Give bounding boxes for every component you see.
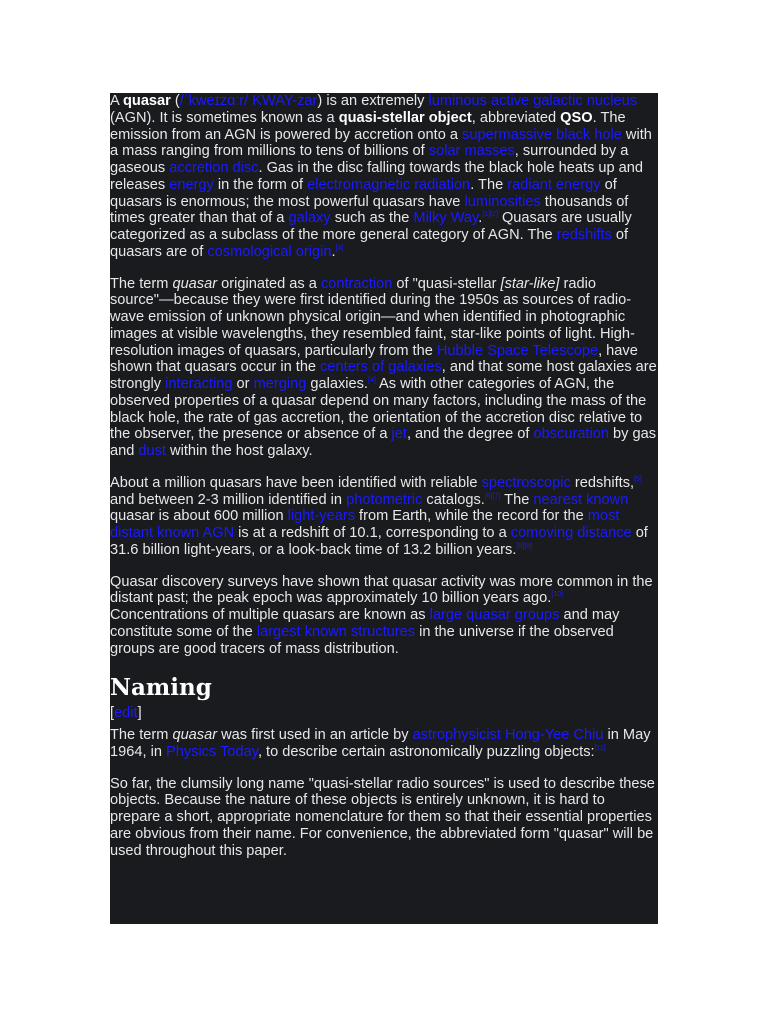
italic-star-like: [star-like] (500, 275, 560, 292)
edit-link[interactable]: edit (114, 705, 138, 722)
link-contraction[interactable]: contraction (320, 275, 393, 292)
link-energy[interactable]: energy (169, 176, 214, 193)
link-electromagnetic-radiation[interactable]: electromagnetic radiation (307, 176, 471, 193)
link-nearest-known[interactable]: nearest known (533, 491, 629, 508)
text: in the universe if the observed groups are good tracers of mass distribution. (110, 623, 614, 657)
text: is at a redshift of 10.1, corresponding to a (234, 525, 511, 541)
citation-8-9[interactable]: [8][9] (516, 542, 532, 550)
article-content (110, 93, 658, 924)
text: of quasars are of (110, 227, 629, 260)
text: such as the (330, 210, 414, 227)
text: , and that some host galaxies are strongly (110, 359, 657, 392)
link-hong-yee-chiu[interactable]: astrophysicist Hong-Yee Chiu (412, 727, 604, 743)
text: . (331, 243, 336, 260)
link-centers-of-galaxies[interactable]: centers of galaxies (320, 359, 442, 376)
text: , to describe certain astronomically puzzling objects: (257, 743, 595, 760)
citation-1-2[interactable]: [1][2] (482, 211, 498, 219)
text: and between 2-3 million identified in (110, 491, 347, 508)
italic-term-quasar: quasar (172, 727, 218, 743)
link-light-years[interactable]: light-years (287, 508, 355, 525)
text: . (478, 210, 483, 227)
text: , have shown that quasars occur in the (110, 342, 638, 376)
text: catalogs. (422, 491, 485, 508)
link-radiant-energy[interactable]: radiant energy (507, 176, 601, 193)
text: The (500, 491, 534, 508)
text: in May 1964, in (110, 727, 651, 760)
text: or (232, 376, 254, 392)
bold-term-qso-full: quasi-stellar object (338, 109, 472, 126)
link-accretion-disc[interactable]: accretion disc (169, 160, 259, 176)
text: quasar is about 600 million (110, 508, 288, 525)
text: , surrounded by a gaseous (110, 143, 629, 176)
link-hubble-space-telescope[interactable]: Hubble Space Telescope (436, 342, 599, 359)
naming-paragraph (110, 727, 658, 761)
link-large-quasar-groups[interactable]: large quasar groups (429, 607, 560, 623)
link-luminous-agn[interactable]: luminous active galactic nucleus (428, 93, 638, 109)
bracket-close: ] (137, 705, 142, 722)
text: redshifts, (570, 474, 635, 491)
link-solar-masses[interactable]: solar masses (428, 143, 515, 160)
text: of "quasi-stellar (392, 275, 501, 292)
citation-4[interactable]: [4] (367, 377, 376, 385)
section-heading-naming: Naming (110, 674, 212, 702)
text: , abbreviated (471, 109, 561, 126)
text: , and the degree of (406, 426, 534, 443)
italic-term-quasar: quasar (172, 275, 218, 292)
link-milky-way[interactable]: Milky Way (413, 210, 479, 227)
text: by gas and (110, 426, 657, 459)
text: . Gas in the disc falling towards the black hole heats up and releases (110, 160, 644, 193)
origin-paragraph (110, 276, 658, 460)
text: A (110, 93, 123, 109)
text: thousands of times greater than that of a (110, 193, 629, 227)
link-largest-structures[interactable]: largest known structures (256, 623, 416, 640)
bold-term-qso: QSO (560, 109, 593, 126)
text: in the form of (213, 176, 308, 193)
text: of quasars is enormous; the most powerful quasars have (110, 176, 617, 210)
text: of 31.6 billion light-years, or a look-back time of 13.2 billion years. (110, 525, 648, 558)
quote-paragraph: So far, the clumsily long name "quasi-stellar radio sources" is used to describe these objects. Because the nature of these objects is entirely unknown, it is hard to prepare a short, appropriate nomenclature for them so that their essential properties are obvious from their name. For convenience, the abbreviated form "quasar" will be used throughout this paper. (110, 775, 655, 859)
text: Quasar discovery surveys have shown that quasar activity was more common in the distant past; the peak epoch was approximately 10 billion years ago. (110, 573, 653, 607)
text: (AGN). It is sometimes known as a (110, 109, 339, 126)
pronunciation-link[interactable]: /ˈkweɪzɑːr/ KWAY-zar (179, 93, 318, 109)
count-paragraph (110, 475, 658, 559)
link-interacting[interactable]: interacting (165, 376, 233, 392)
link-redshifts[interactable]: redshifts (556, 227, 612, 243)
text: About a million quasars have been identified with reliable (110, 474, 482, 491)
citation-3[interactable]: [3] (335, 244, 344, 252)
link-cosmological-origin[interactable]: cosmological origin (207, 243, 332, 260)
text: galaxies. (306, 376, 368, 392)
text: ) is an extremely (317, 93, 429, 109)
text: and may constitute some of the (110, 607, 620, 640)
text: As with other categories of AGN, the observed properties of a quasar depend on many factors, including the mass of the black hole, the rate of gas accretion, the orientation of the accretion disc relative to the observer, the presence or absence of a (110, 376, 647, 443)
text: . The emission from an AGN is powered by accretion onto a (110, 109, 626, 143)
citation-10[interactable]: [10] (551, 591, 564, 599)
link-jet[interactable]: jet (391, 426, 407, 443)
link-merging[interactable]: merging (253, 376, 307, 392)
link-comoving-distance[interactable]: comoving distance (510, 525, 632, 541)
link-galaxy[interactable]: galaxy (288, 210, 331, 227)
text: was first used in an article by (217, 727, 413, 743)
link-obscuration[interactable]: obscuration (533, 426, 609, 443)
text: originated as a (217, 275, 321, 292)
text: ( (170, 93, 180, 109)
link-most-distant-agn[interactable]: most distant known AGN (110, 508, 620, 541)
section-edit (110, 705, 658, 722)
intro-paragraph (110, 93, 658, 261)
bold-term-quasar: quasar (122, 93, 171, 109)
text: from Earth, while the record for the (355, 508, 588, 525)
surveys-paragraph (110, 574, 658, 658)
link-supermassive-black-hole[interactable]: supermassive black hole (462, 126, 622, 143)
text: within the host galaxy. (166, 443, 313, 459)
text: The term (110, 727, 173, 743)
link-dust[interactable]: dust (138, 443, 166, 459)
text: Quasars are usually categorized as a subclass of the more general category of AGN. The (110, 210, 632, 243)
text: with a mass ranging from millions to tens of billions of (110, 126, 652, 160)
text: The term (110, 275, 173, 292)
citation-6-7[interactable]: [6][7] (484, 492, 501, 500)
citation-11[interactable]: [11] (594, 744, 606, 752)
citation-5[interactable]: [5] (634, 475, 642, 483)
bracket-open: [ (110, 705, 115, 722)
link-photometric[interactable]: photometric (346, 491, 423, 508)
text: Concentrations of multiple quasars are known as (110, 607, 430, 623)
link-spectroscopic[interactable]: spectroscopic (481, 474, 571, 491)
link-physics-today[interactable]: Physics Today (166, 743, 258, 760)
text: . The (470, 176, 508, 193)
link-luminosities[interactable]: luminosities (464, 193, 541, 210)
text: radio source"—because they were first identified during the 1950s as sources of radio-wave emission of unknown physical origin—and when identified in photographic images at visible wavelengths, they resembled faint, star-like points of light. High-resolution images of quasars, particularly from the (110, 275, 635, 359)
